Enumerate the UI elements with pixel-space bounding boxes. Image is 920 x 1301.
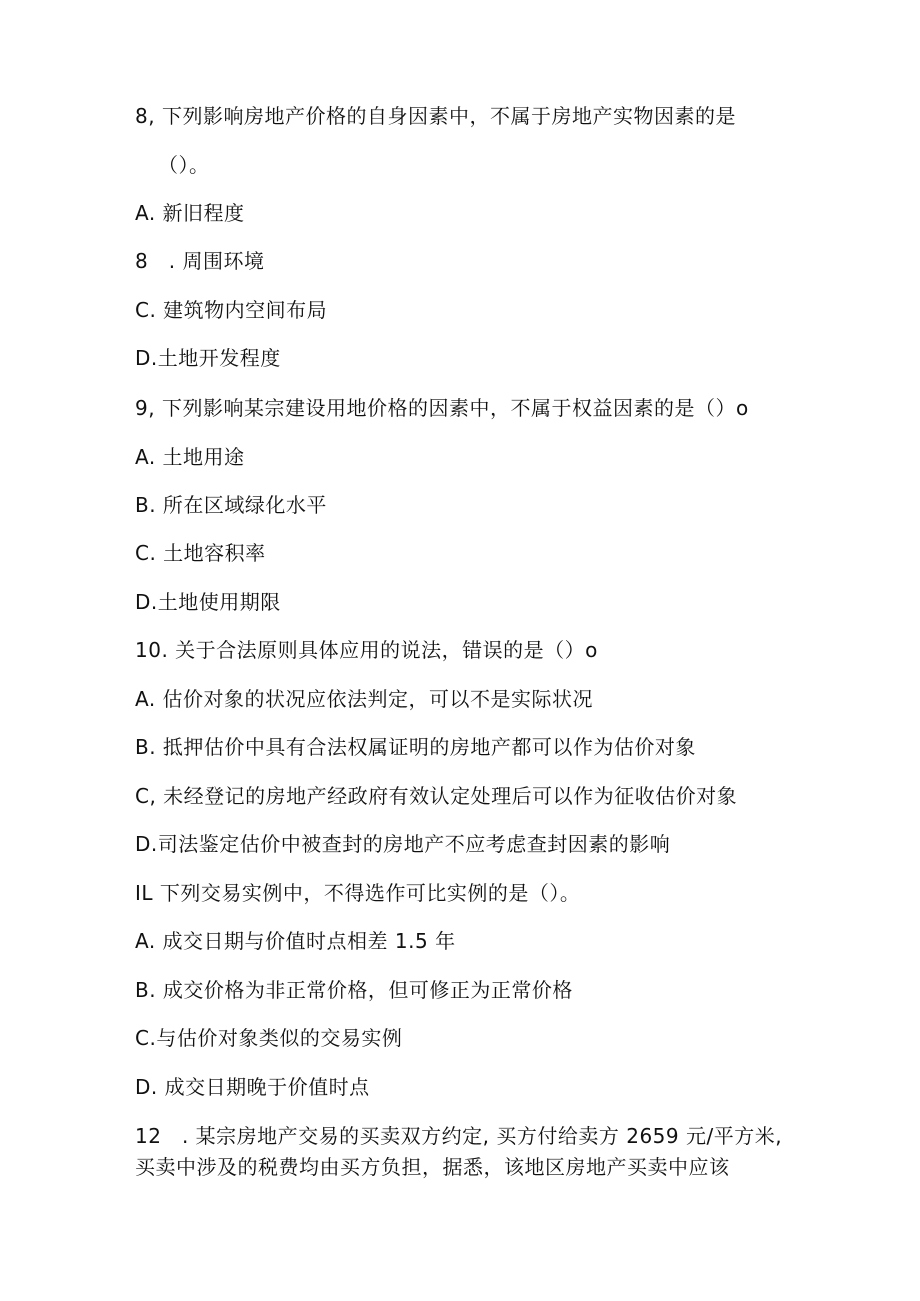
- question-9-stem: 9, 下列影响某宗建设用地价格的因素中，不属于权益因素的是（）o: [135, 396, 749, 420]
- question-8-option-b: 8 . 周围环境: [135, 249, 265, 273]
- question-11-option-b: B. 成交价格为非正常价格，但可修正为正常价格: [135, 978, 573, 1002]
- question-8-option-d: D.土地开发程度: [135, 346, 281, 370]
- question-10-option-d: D.司法鉴定估价中被查封的房地产不应考虑查封因素的影响: [135, 832, 671, 856]
- question-9-option-a: A. 土地用途: [135, 445, 245, 469]
- question-11-option-d: D. 成交日期晚于价值时点: [135, 1075, 370, 1099]
- question-8-blank: （）。: [158, 153, 210, 177]
- question-10-option-a: A. 估价对象的状况应依法判定，可以不是实际状况: [135, 687, 594, 711]
- question-12-stem-line-2: 买卖中涉及的税费均由买方负担，据悉，该地区房地产买卖中应该: [135, 1155, 730, 1179]
- question-9-option-d: D.土地使用期限: [135, 590, 281, 614]
- question-8-option-a: A. 新旧程度: [135, 201, 245, 225]
- question-9-option-c: C. 土地容积率: [135, 541, 266, 565]
- question-10-stem: 10. 关于合法原则具体应用的说法，错误的是（）o: [135, 638, 598, 662]
- question-11-option-c: C.与估价对象类似的交易实例: [135, 1026, 403, 1050]
- question-11-option-a: A. 成交日期与价值时点相差 1.5 年: [135, 929, 456, 953]
- question-10-option-c: C, 未经登记的房地产经政府有效认定处理后可以作为征收估价对象: [135, 784, 738, 808]
- question-9-option-b: B. 所在区域绿化水平: [135, 493, 327, 517]
- question-10-option-b: B. 抵押估价中具有合法权属证明的房地产都可以作为估价对象: [135, 735, 696, 759]
- question-8-stem: 8, 下列影响房地产价格的自身因素中，不属于房地产实物因素的是: [135, 104, 736, 128]
- question-8-option-c: C. 建筑物内空间布局: [135, 298, 328, 322]
- question-11-stem: IL 下列交易实例中，不得选作可比实例的是（）。: [135, 881, 581, 905]
- question-12-stem-line-1: 12 . 某宗房地产交易的买卖双方约定, 买方付给卖方 2659 元/平方米,: [135, 1124, 783, 1148]
